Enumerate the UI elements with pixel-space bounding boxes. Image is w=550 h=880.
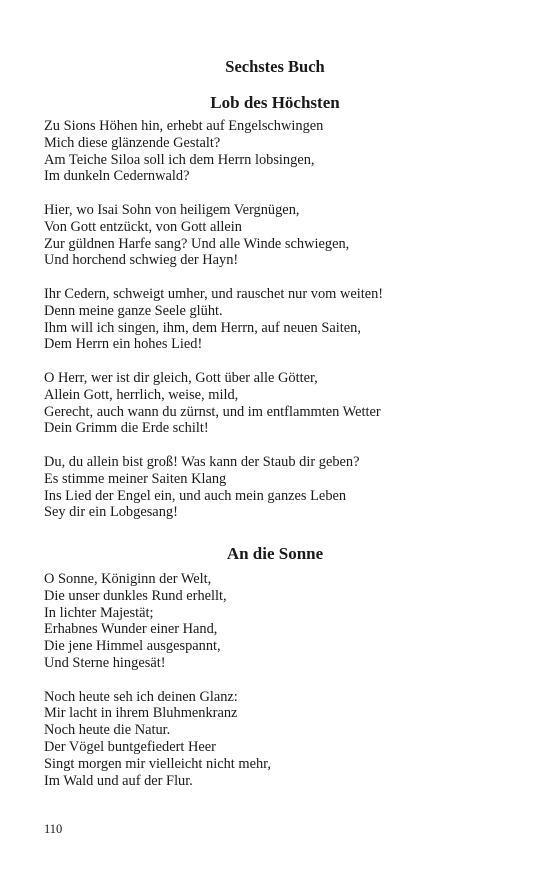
poem-line: Sey dir ein Lobgesang! — [44, 504, 178, 521]
poem-line: Ihr Cedern, schweigt umher, und rauschet nur vom weiten! — [44, 285, 384, 302]
poem-line: Von Gott entzückt, von Gott allein — [44, 218, 242, 235]
poem-line: Denn meine ganze Seele glüht. — [44, 302, 223, 319]
stanza — [44, 286, 524, 353]
stanza — [44, 202, 524, 269]
poem-line: Zur güldnen Harfe sang? Und alle Winde schwiegen, — [44, 235, 350, 252]
poem-line: Du, du allein bist groß! Was kann der Staub dir geben? — [44, 453, 360, 470]
poem-line: Am Teiche Siloa soll ich dem Herrn lobsingen, — [44, 151, 315, 168]
stanza — [44, 118, 524, 185]
poem-line: Allein Gott, herrlich, weise, mild, — [44, 386, 239, 403]
poem-title: An die Sonne — [226, 544, 324, 563]
poem-line: Ins Lied der Engel ein, und auch mein ganzes Leben — [44, 487, 347, 504]
poem-line: Noch heute seh ich deinen Glanz: — [44, 688, 238, 705]
poem-body — [44, 571, 524, 789]
poem-line: Dem Herrn ein hohes Lied! — [44, 336, 203, 353]
poem-line: Gerecht, auch wann du zürnst, und im entflammten Wetter — [44, 403, 381, 420]
poem-line: Ihm will ich singen, ihm, dem Herrn, auf neuen Saiten, — [44, 319, 361, 336]
poem-line: Mir lacht in ihrem Bluhmenkranz — [44, 705, 238, 722]
stanza — [44, 689, 524, 790]
book-title: Sechstes Buch — [225, 57, 325, 76]
poem-line: Im dunkeln Cedernwald? — [44, 168, 190, 185]
poem-line: Erhabnes Wunder einer Hand, — [44, 621, 218, 638]
poem-body — [44, 118, 524, 521]
page-number: 110 — [44, 822, 63, 836]
poem-line: Im Wald und auf der Flur. — [44, 772, 193, 789]
poem-line: Singt morgen mir vielleicht nicht mehr, — [44, 755, 271, 772]
poem-line: Zu Sions Höhen hin, erhebt auf Engelschwingen — [44, 118, 324, 134]
poem-line: Es stimme meiner Saiten Klang — [44, 470, 227, 487]
poem-line: Die unser dunkles Rund erhellt, — [44, 587, 227, 604]
poem-line: O Herr, wer ist dir gleich, Gott über alle Götter, — [44, 369, 318, 386]
poem-line: Und horchend schwieg der Hayn! — [44, 252, 239, 269]
poem-line: In lichter Majestät; — [44, 604, 154, 621]
stanza — [44, 454, 524, 521]
poem-line: Noch heute die Natur. — [44, 722, 171, 739]
poem-line: Dein Grimm die Erde schilt! — [44, 420, 209, 437]
poem-line: Die jene Himmel ausgespannt, — [44, 638, 221, 655]
poem-line: O Sonne, Königinn der Welt, — [44, 571, 212, 587]
poem-line: Hier, wo Isai Sohn von heiligem Vergnügen, — [44, 201, 300, 218]
poem-line: Und Sterne hingesät! — [44, 654, 166, 671]
poem-line: Mich diese glänzende Gestalt? — [44, 134, 221, 151]
poem-line: Der Vögel buntgefiedert Heer — [44, 738, 216, 755]
stanza — [44, 571, 524, 672]
poem-title: Lob des Höchsten — [210, 93, 340, 112]
stanza — [44, 370, 524, 437]
